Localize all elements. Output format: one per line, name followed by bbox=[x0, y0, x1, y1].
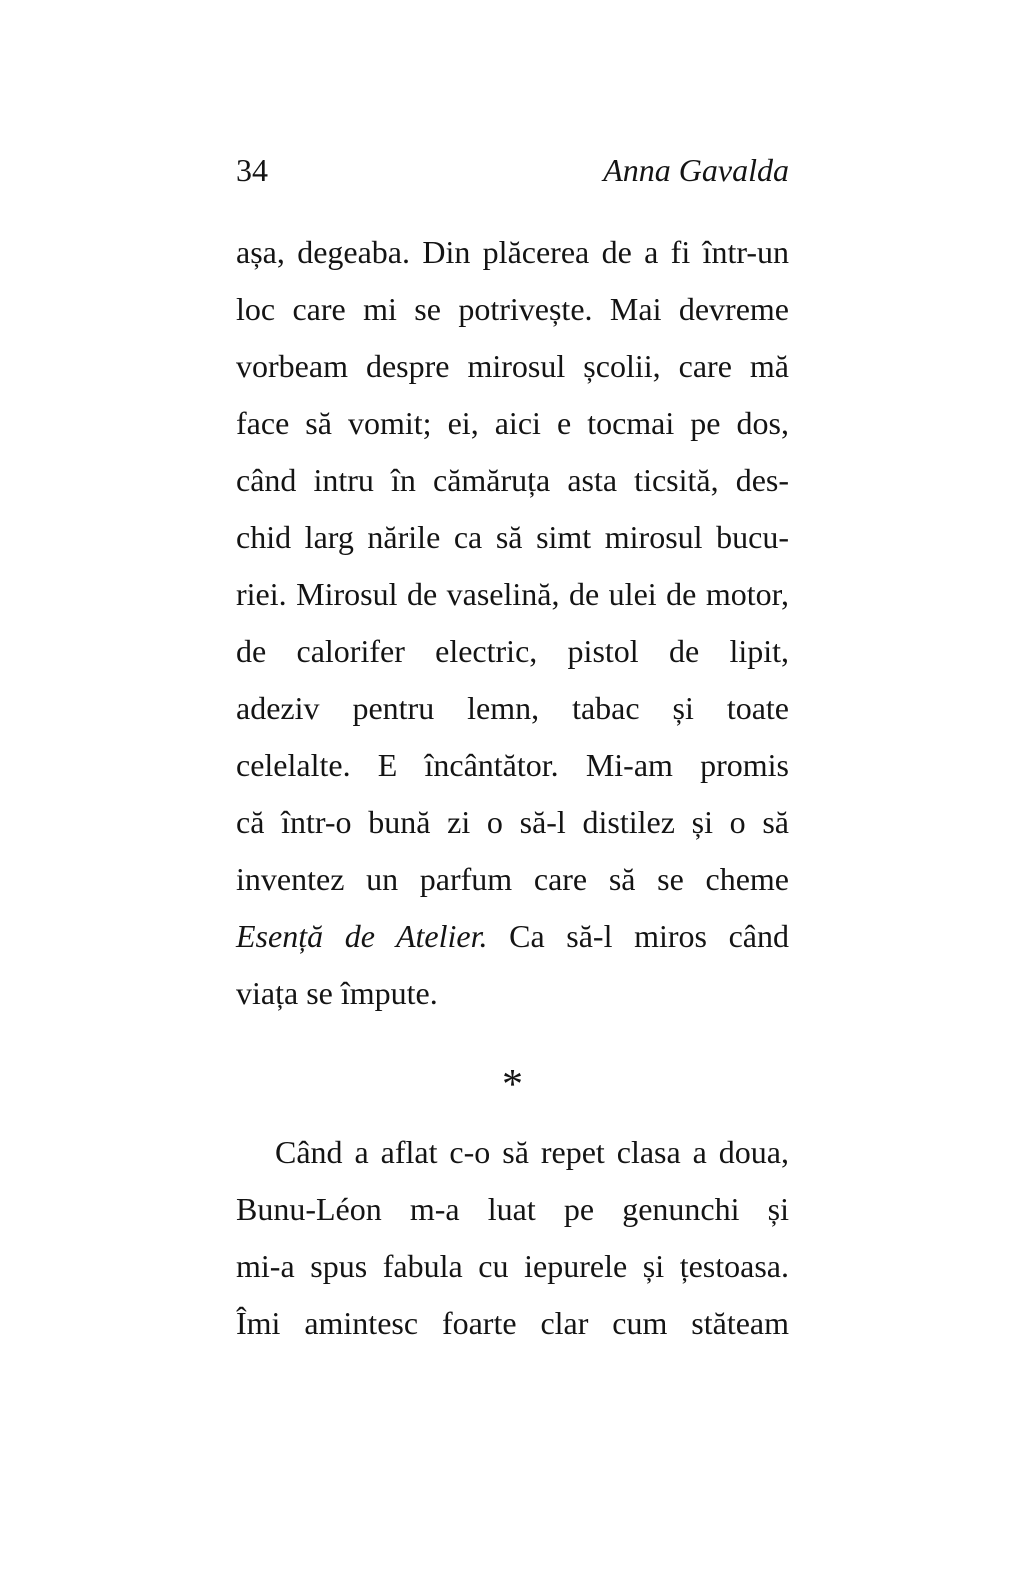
body-text bbox=[236, 224, 789, 1352]
text-line: inventez un parfum care să se cheme bbox=[236, 861, 789, 897]
text-line: riei. Mirosul de vaselină, de ulei de motor, bbox=[236, 576, 789, 612]
italic-phrase: Esență de Atelier. bbox=[236, 918, 488, 954]
text-line: celelalte. E încântător. Mi-am promis bbox=[236, 747, 789, 783]
text-line: mi-a spus fabula cu iepurele și țestoasa. bbox=[236, 1248, 789, 1284]
page-number: 34 bbox=[236, 152, 268, 188]
text-line: viața se împute. bbox=[236, 975, 438, 1011]
paragraph bbox=[236, 1124, 789, 1352]
asterisk-glyph: * bbox=[502, 1062, 523, 1108]
text-line: Îmi amintesc foarte clar cum stăteam bbox=[236, 1305, 789, 1341]
text-line: Bunu-Léon m-a luat pe genunchi și bbox=[236, 1191, 789, 1227]
text-segment: Ca să-l miros când bbox=[509, 918, 790, 954]
section-separator bbox=[236, 1047, 789, 1108]
text-line: de calorifer electric, pistol de lipit, bbox=[236, 633, 789, 669]
text-line: când intru în cămăruța asta ticsită, des- bbox=[236, 462, 789, 498]
text-line: adeziv pentru lemn, tabac și toate bbox=[236, 690, 789, 726]
running-header-author: Anna Gavalda bbox=[603, 152, 789, 188]
text-line: că într-o bună zi o să-l distilez și o să bbox=[236, 804, 789, 840]
text-line: face să vomit; ei, aici e tocmai pe dos, bbox=[236, 405, 789, 441]
text-line: loc care mi se potrivește. Mai devreme bbox=[236, 291, 789, 327]
paragraph bbox=[236, 224, 789, 1022]
running-header bbox=[236, 142, 789, 199]
text-line bbox=[236, 908, 789, 965]
page-content bbox=[236, 142, 789, 1352]
text-line: Când a aflat c-o să repet clasa a doua, bbox=[275, 1134, 789, 1170]
text-line: chid larg nările ca să simt mirosul bucu- bbox=[236, 519, 789, 555]
text-line: așa, degeaba. Din plăcerea de a fi într-un bbox=[236, 234, 789, 270]
text-line: vorbeam despre mirosul școlii, care mă bbox=[236, 348, 789, 384]
